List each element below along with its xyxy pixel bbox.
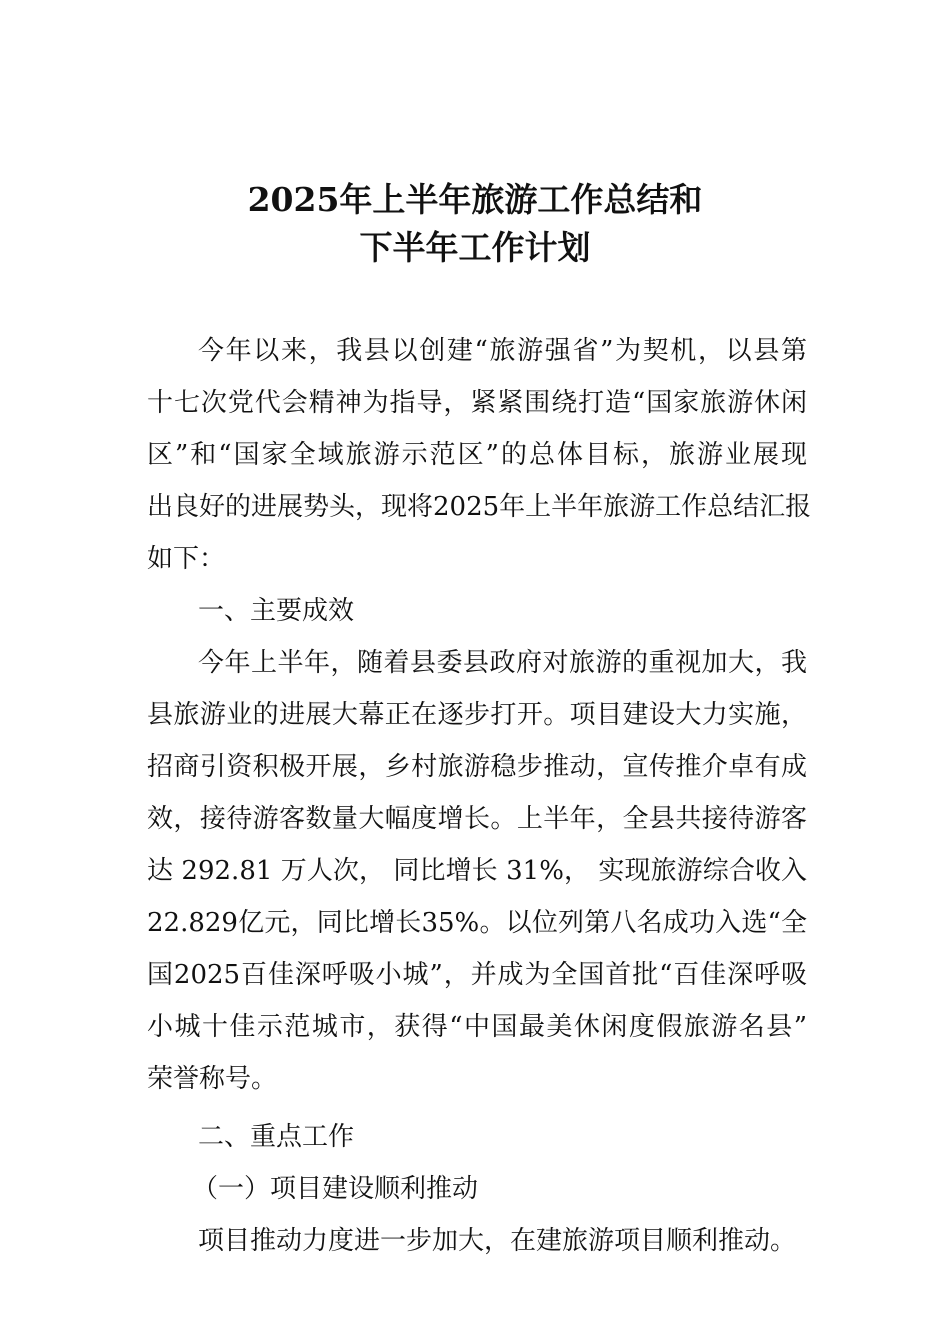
paragraph-line: 今年上半年，随着县委县政府对旅游的重视加大，我 [198,648,807,678]
section-heading: 二、重点工作 [198,1122,355,1152]
document-title-line-1: 2025年上半年旅游工作总结和 [247,180,703,219]
paragraph-line: 效，接待游客数量大幅度增长。上半年，全县共接待游客 [147,804,807,834]
paragraph-line: 今年以来，我县以创建“旅游强省”为契机，以县第 [198,336,807,366]
paragraph-line: 项目推动力度进一步加大，在建旅游项目顺利推动。 [198,1226,797,1256]
paragraph-line: 荣誉称号。 [147,1064,278,1094]
paragraph-line: 达 292.81 万人次， 同比增长 31%， 实现旅游综合收入 [147,856,807,886]
document-body [147,325,812,1267]
paragraph-line: 22.829亿元，同比增长35%。以位列第八名成功入选“全 [147,908,807,938]
paragraph-line: 出良好的进展势头，现将2025年上半年旅游工作总结汇报 [147,492,812,522]
section-heading: 一、主要成效 [198,596,355,626]
paragraph-line: 小城十佳示范城市，获得“中国最美休闲度假旅游名县” [147,1012,807,1042]
document-title-line-2: 下半年工作计划 [359,228,591,267]
paragraph-line: 招商引资积极开展，乡村旅游稳步推动，宣传推介卓有成 [147,752,807,782]
subsection-heading: （一）项目建设顺利推动 [192,1174,479,1204]
paragraph-line: 县旅游业的进展大幕正在逐步打开。项目建设大力实施， [147,700,807,730]
paragraph-line: 十七次党代会精神为指导，紧紧围绕打造“国家旅游休闲 [147,388,807,418]
paragraph-line: 如下： [147,544,226,574]
paragraph-line: 国2025百佳深呼吸小城”，并成为全国首批“百佳深呼吸 [147,960,807,990]
paragraph-line: 区”和“国家全域旅游示范区”的总体目标，旅游业展现 [147,440,807,470]
